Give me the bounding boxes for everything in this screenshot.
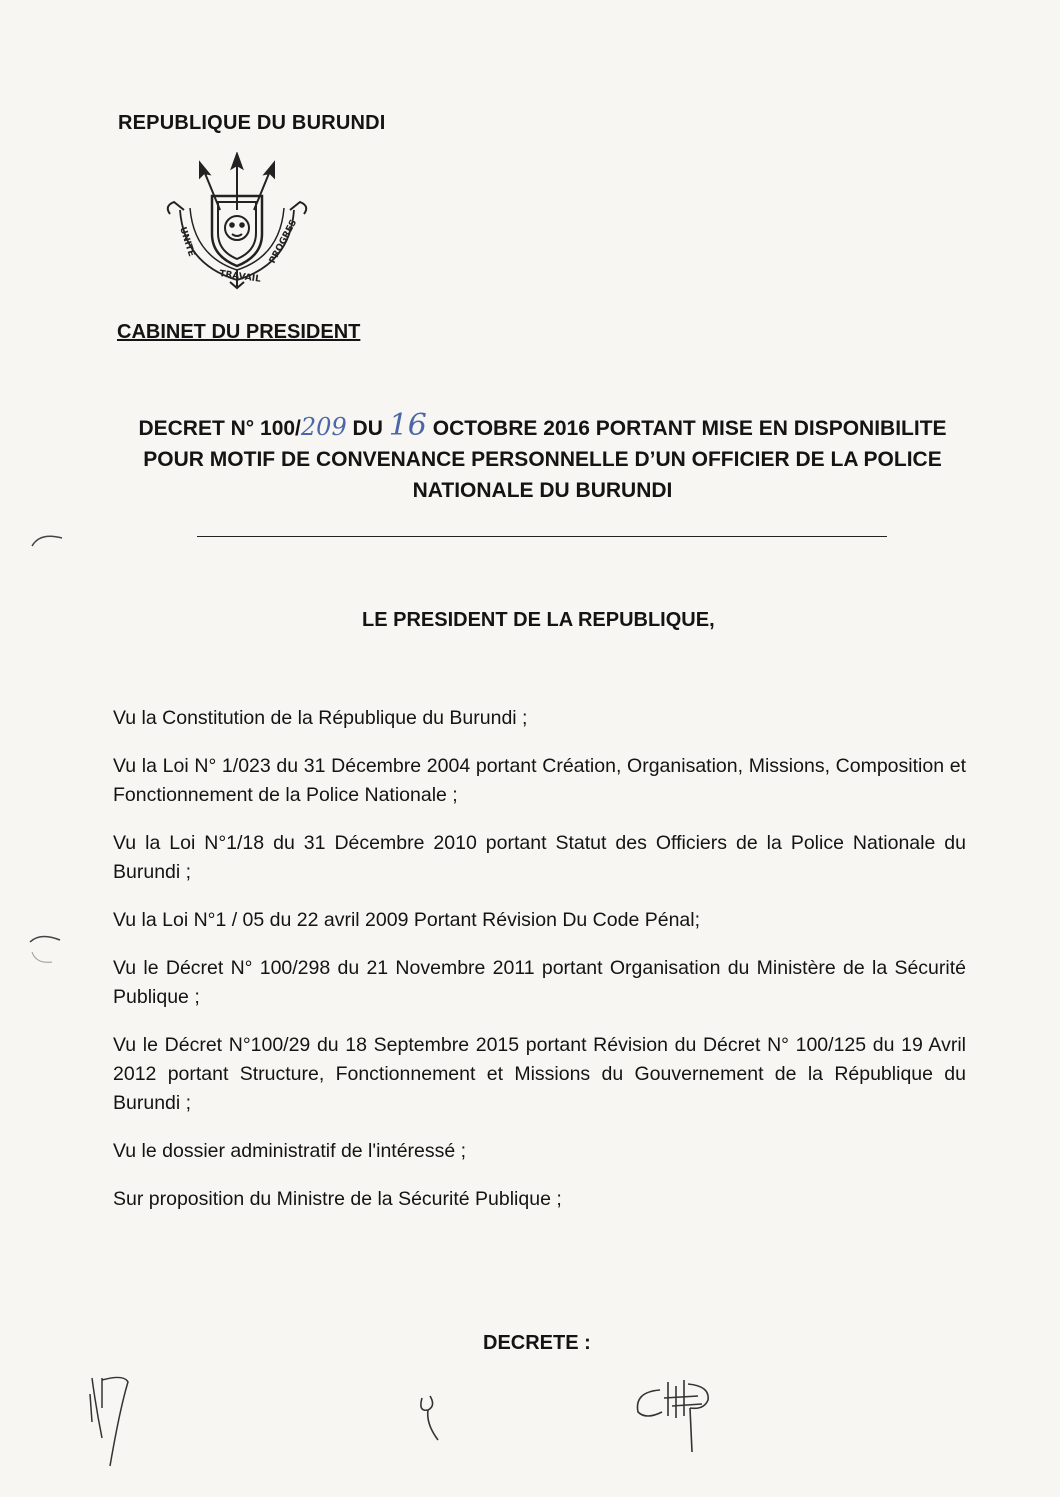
- preamble-clause: Sur proposition du Ministre de la Sécurité Publique ;: [113, 1188, 562, 1210]
- decree-prefix: DECRET N° 100/: [138, 417, 301, 440]
- decree-title-rest: OCTOBRE 2016 PORTANT MISE EN DISPONIBILITE: [426, 417, 947, 440]
- preamble-clause: Vu la Loi N°1/18 du 31 Décembre 2010 portant Statut des Officiers de la Police Nationale du Burundi ;: [113, 832, 966, 883]
- decrete-heading: DECRETE :: [483, 1332, 591, 1354]
- motto-word: PROGRES: [267, 218, 300, 266]
- motto-word: UNITE: [177, 225, 197, 258]
- decree-du: DU: [346, 417, 389, 440]
- preamble-clause: Vu le Décret N° 100/298 du 21 Novembre 2011 portant Organisation du Ministère de la Sécurité Publique ;: [113, 957, 966, 1008]
- coat-of-arms-emblem: [162, 152, 312, 292]
- preamble-clause: Vu la Constitution de la République du Burundi ;: [113, 707, 528, 729]
- handwritten-initial-middle: [412, 1388, 452, 1448]
- handwritten-day: 16: [388, 408, 427, 443]
- handwritten-signature: [628, 1376, 728, 1456]
- preamble-clause: Vu la Loi N°1 / 05 du 22 avril 2009 Portant Révision Du Code Pénal;: [113, 909, 701, 931]
- decree-title-line-3: NATIONALE DU BURUNDI: [412, 479, 673, 502]
- president-heading: LE PRESIDENT DE LA REPUBLIQUE,: [362, 609, 715, 631]
- decree-title: [120, 410, 965, 506]
- handwritten-initial-left: [80, 1368, 150, 1478]
- decree-title-line-2: POUR MOTIF DE CONVENANCE PERSONNELLE D’UN OFFICIER DE LA POLICE: [143, 448, 942, 471]
- header-cabinet: CABINET DU PRESIDENT: [117, 321, 361, 343]
- preamble-clause: Vu le Décret N°100/29 du 18 Septembre 2015 portant Révision du Décret N° 100/125 du 19 Avril 2012 portant Structure, Fonctionnement et Missions du Gouvernement de la République du Burundi ;: [113, 1034, 966, 1114]
- preamble-clause: Vu le dossier administratif de l'intéressé ;: [113, 1140, 467, 1162]
- decree-title-line-1: [120, 410, 965, 444]
- title-divider: [197, 536, 887, 537]
- preamble: [113, 704, 966, 1233]
- preamble-clause: Vu la Loi N° 1/023 du 31 Décembre 2004 portant Création, Organisation, Missions, Composition et Fonctionnement de la Police Nationale ;: [113, 755, 966, 806]
- punch-hole-mark: [26, 930, 66, 970]
- handwritten-decree-number: 209: [300, 413, 347, 441]
- punch-hole-mark: [28, 528, 68, 550]
- motto-word: TRAVAIL: [218, 269, 262, 285]
- header-republic: REPUBLIQUE DU BURUNDI: [118, 112, 386, 134]
